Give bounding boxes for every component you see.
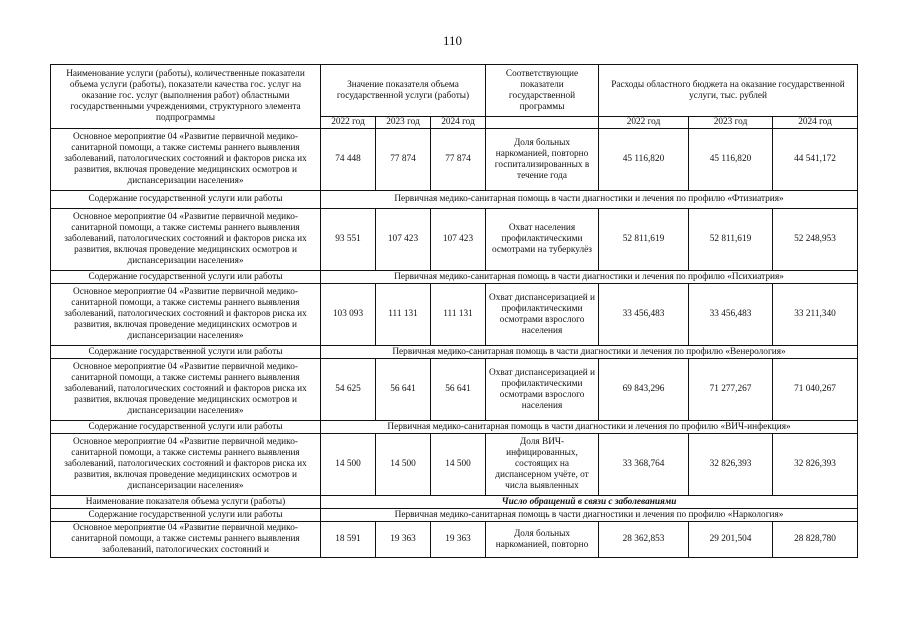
volume-2024-cell: 19 363 (431, 522, 486, 558)
content-label-cell: Содержание государственной услуги или работы (51, 271, 321, 284)
content-value-cell: Первичная медико-санитарная помощь в части диагностики и лечения по профилю «ВИЧ-инфекция» (321, 421, 858, 434)
content-value-cell: Первичная медико-санитарная помощь в части диагностики и лечения по профилю «Фтизиатрия» (321, 191, 858, 209)
measure-cell: Основное мероприятие 04 «Развитие первичной медико-санитарной помощи, а также системы раннего выявления заболеваний, патологических состояний и факторов риска их развития, включая проведение медицинских осмотров и диспансеризации населения» (51, 359, 321, 421)
indicator-label-cell: Наименование показателя объема услуги (работы) (51, 496, 321, 509)
volume-2022-cell: 74 448 (321, 129, 376, 191)
program-indicator-cell: Доля больных наркоманией, повторно госпитализированных в течение года (486, 129, 599, 191)
budget-2024-cell: 33 211,340 (773, 284, 858, 346)
content-label-cell: Содержание государственной услуги или работы (51, 346, 321, 359)
table-row (51, 496, 858, 509)
header-name-cell: Наименование услуги (работы), количественные показатели объема услуги (работы), показатели качества гос. услуг на оказание гос. услуг (выполнения работ) областными государственными учреждениями, структурного элемента подпрограммы (51, 65, 321, 129)
volume-2023-cell: 56 641 (376, 359, 431, 421)
header-budget-cell: Расходы областного бюджета на оказание государственной услуги, тыс. рублей (599, 65, 858, 117)
volume-2023-cell: 14 500 (376, 434, 431, 496)
content-value-cell: Первичная медико-санитарная помощь в части диагностики и лечения по профилю «Психиатрия» (321, 271, 858, 284)
content-value-cell: Первичная медико-санитарная помощь в части диагностики и лечения по профилю «Наркология» (321, 509, 858, 522)
program-indicator-cell: Охват населения профилактическими осмотрами на туберкулёз (486, 209, 599, 271)
table-row (51, 346, 858, 359)
budget-2022-cell: 45 116,820 (599, 129, 689, 191)
volume-2024-cell: 77 874 (431, 129, 486, 191)
table-row (51, 191, 858, 209)
budget-2024-cell: 71 040,267 (773, 359, 858, 421)
measure-cell: Основное мероприятие 04 «Развитие первичной медико-санитарной помощи, а также системы раннего выявления заболеваний, патологических состояний и факторов риска их развития, включая проведение медицинских осмотров и диспансеризации населения» (51, 284, 321, 346)
measure-cell: Основное мероприятие 04 «Развитие первичной медико-санитарной помощи, а также системы раннего выявления заболеваний, патологических состояний и факторов риска их развития, включая проведение медицинских осмотров и диспансеризации населения» (51, 209, 321, 271)
budget-2024-cell: 52 248,953 (773, 209, 858, 271)
table-row (51, 522, 858, 558)
budget-2023-cell: 52 811,619 (689, 209, 773, 271)
program-indicator-cell: Доля ВИЧ-инфицированных, состоящих на диспансерном учёте, от числа выявленных (486, 434, 599, 496)
measure-cell: Основное мероприятие 04 «Развитие первичной медико-санитарной помощи, а также системы раннего выявления заболеваний, патологических состояний и факторов риска их развития, включая проведение медицинских осмотров и диспансеризации населения» (51, 129, 321, 191)
table-row (51, 284, 858, 346)
table-row (51, 209, 858, 271)
volume-2023-cell: 19 363 (376, 522, 431, 558)
volume-2022-cell: 103 093 (321, 284, 376, 346)
budget-2024-cell: 44 541,172 (773, 129, 858, 191)
budget-2023-cell: 45 116,820 (689, 129, 773, 191)
volume-2023-cell: 77 874 (376, 129, 431, 191)
volume-2024-cell: 107 423 (431, 209, 486, 271)
header-year-2022: 2022 год (321, 117, 376, 129)
content-label-cell: Содержание государственной услуги или работы (51, 421, 321, 434)
budget-2023-cell: 71 277,267 (689, 359, 773, 421)
table-row (51, 359, 858, 421)
program-indicator-cell: Доля больных наркоманией, повторно (486, 522, 599, 558)
header-budget-year-2022: 2022 год (599, 117, 689, 129)
content-label-cell: Содержание государственной услуги или работы (51, 191, 321, 209)
header-year-2024: 2024 год (431, 117, 486, 129)
volume-2023-cell: 111 131 (376, 284, 431, 346)
page-number: 110 (442, 33, 463, 48)
header-program-cell: Соответствующие показатели государственной программы (486, 65, 599, 117)
budget-2023-cell: 32 826,393 (689, 434, 773, 496)
header-budget-year-2023: 2023 год (689, 117, 773, 129)
volume-2024-cell: 111 131 (431, 284, 486, 346)
budget-2024-cell: 32 826,393 (773, 434, 858, 496)
volume-2023-cell: 107 423 (376, 209, 431, 271)
header-budget-year-2024: 2024 год (773, 117, 858, 129)
measure-cell: Основное мероприятие 04 «Развитие первичной медико-санитарной помощи, а также системы раннего выявления заболеваний, патологических состояний и факторов риска их развития, включая проведение медицинских осмотров и диспансеризации населения» (51, 434, 321, 496)
content-label-cell: Содержание государственной услуги или работы (51, 509, 321, 522)
header-year-2023: 2023 год (376, 117, 431, 129)
program-indicator-cell: Охват диспансеризацией и профилактическими осмотрами взрослого населения (486, 359, 599, 421)
budget-2023-cell: 29 201,504 (689, 522, 773, 558)
budget-2022-cell: 28 362,853 (599, 522, 689, 558)
budget-2022-cell: 69 843,296 (599, 359, 689, 421)
table-row (51, 434, 858, 496)
table-row (51, 129, 858, 191)
volume-2022-cell: 54 625 (321, 359, 376, 421)
budget-table (50, 64, 858, 558)
indicator-value-cell: Число обращений в связи с заболеваниями (321, 496, 858, 509)
table-row (51, 421, 858, 434)
content-value-cell: Первичная медико-санитарная помощь в части диагностики и лечения по профилю «Венерология» (321, 346, 858, 359)
header-volume-cell: Значение показателя объема государственной услуги (работы) (321, 65, 486, 117)
table-row (51, 271, 858, 284)
volume-2022-cell: 93 551 (321, 209, 376, 271)
budget-2023-cell: 33 456,483 (689, 284, 773, 346)
budget-2022-cell: 33 368,764 (599, 434, 689, 496)
budget-2024-cell: 28 828,780 (773, 522, 858, 558)
measure-cell: Основное мероприятие 04 «Развитие первичной медико-санитарной помощи, а также системы раннего выявления заболеваний, патологических состояний и (51, 522, 321, 558)
budget-2022-cell: 52 811,619 (599, 209, 689, 271)
program-indicator-cell: Охват диспансеризацией и профилактическими осмотрами взрослого населения (486, 284, 599, 346)
volume-2024-cell: 56 641 (431, 359, 486, 421)
volume-2022-cell: 18 591 (321, 522, 376, 558)
budget-2022-cell: 33 456,483 (599, 284, 689, 346)
table-row (51, 509, 858, 522)
header-program-blank (486, 117, 599, 129)
volume-2024-cell: 14 500 (431, 434, 486, 496)
volume-2022-cell: 14 500 (321, 434, 376, 496)
